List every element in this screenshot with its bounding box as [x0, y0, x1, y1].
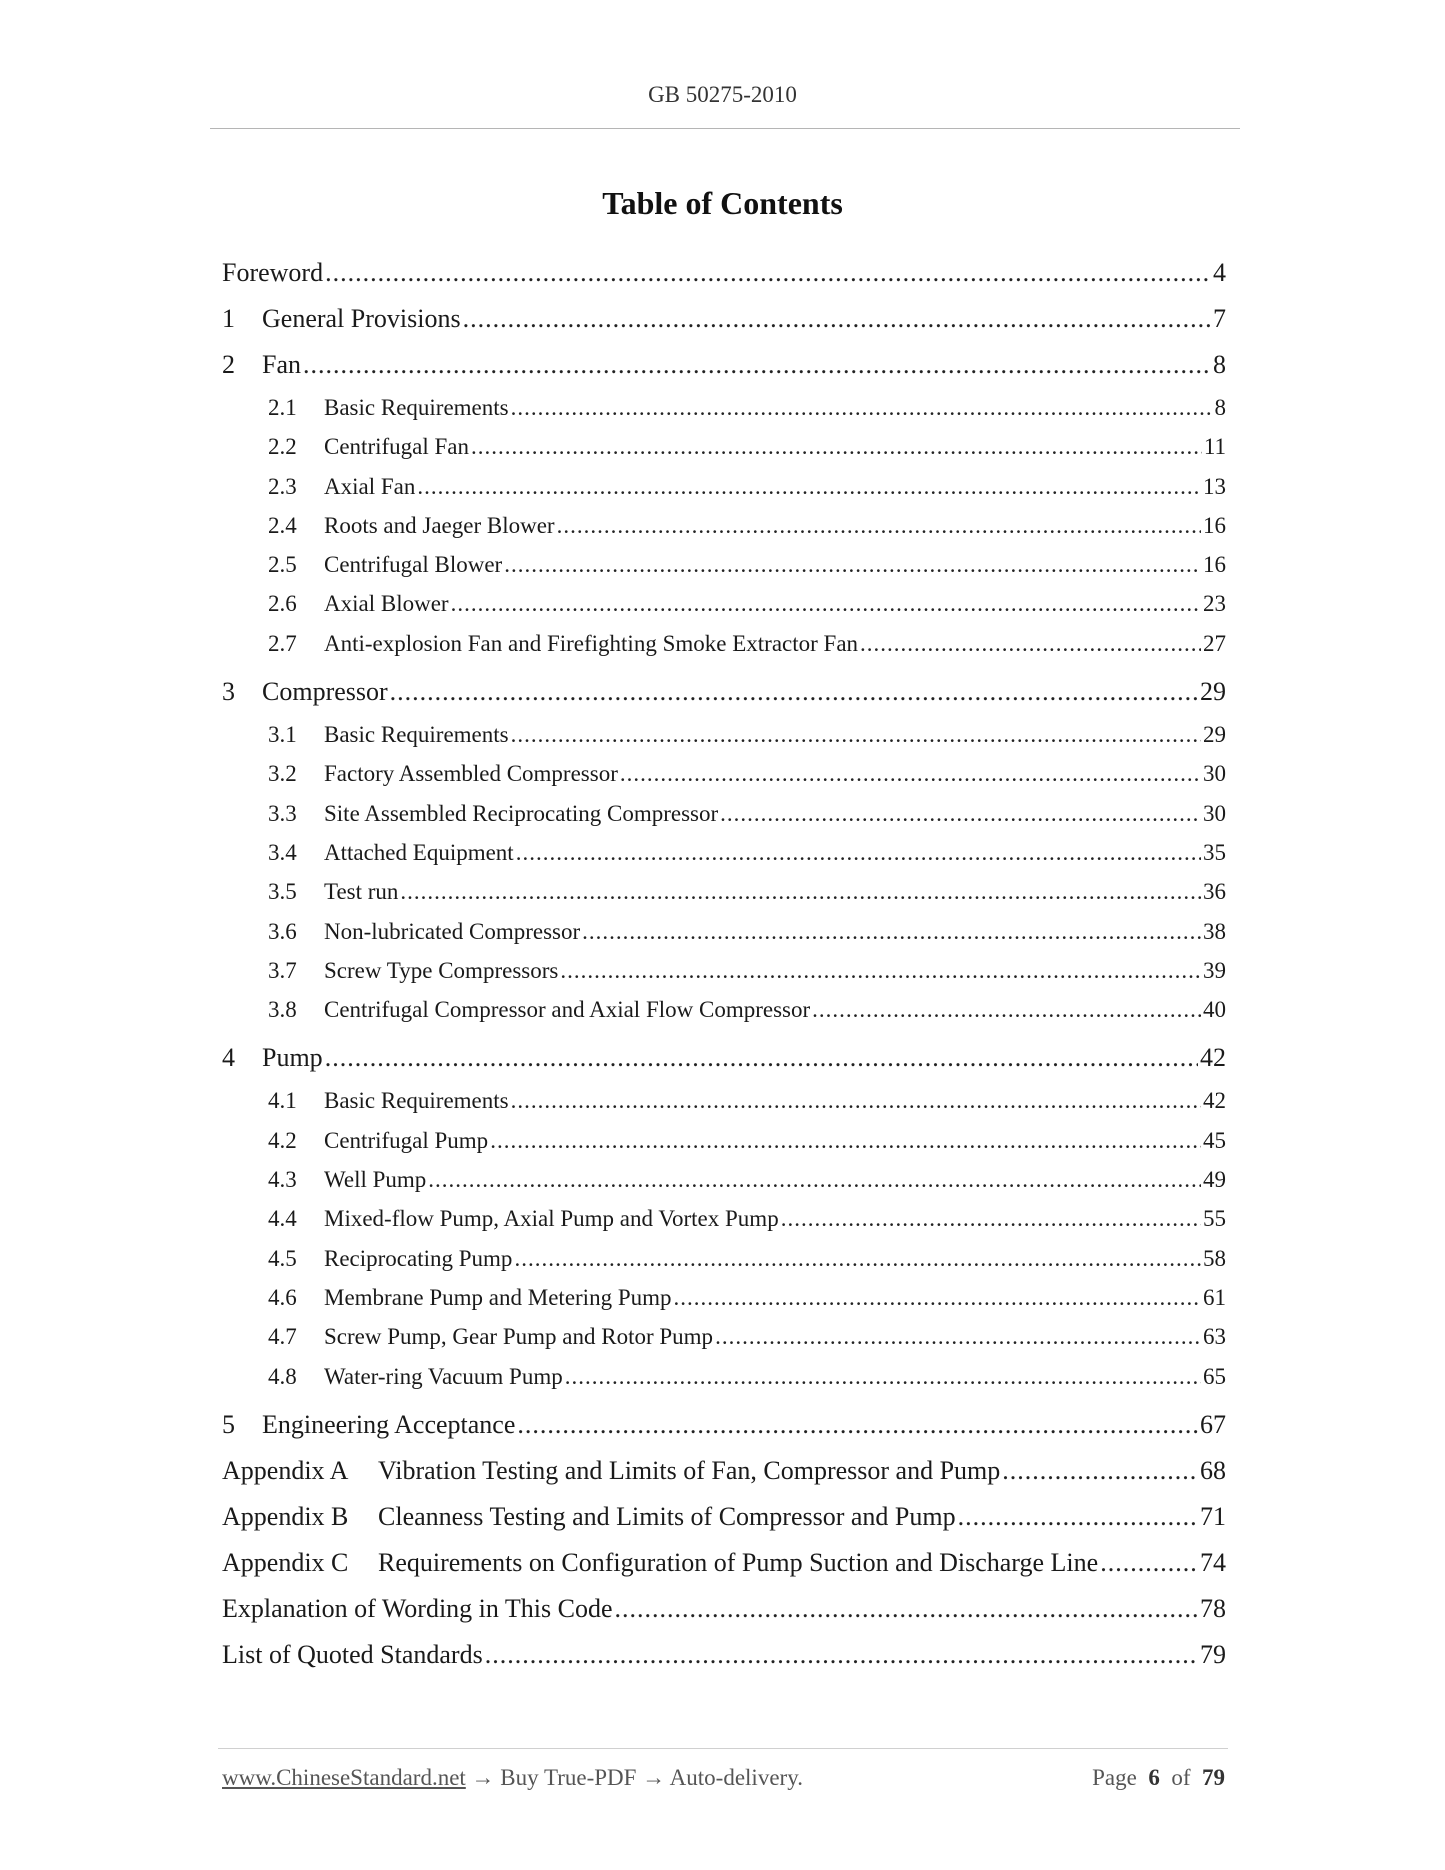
dot-leader — [1100, 1540, 1198, 1586]
toc-entry-number: 3 — [222, 677, 235, 707]
toc-entry-number: 3.1 — [268, 722, 297, 748]
toc-entry-label: Axial Fan — [324, 473, 416, 499]
toc-entry-label: Water-ring Vacuum Pump — [324, 1363, 563, 1389]
toc-entry-page: 23 — [1203, 591, 1226, 617]
toc-entry[interactable] — [222, 912, 1226, 951]
dot-leader — [557, 506, 1201, 545]
header-divider — [210, 128, 1240, 129]
toc-entry-page: 8 — [1213, 350, 1226, 379]
toc-entry-number: 3.4 — [268, 839, 297, 865]
toc-entry[interactable] — [222, 467, 1226, 506]
toc-entry-page: 49 — [1203, 1167, 1226, 1193]
toc-entry-page: 61 — [1203, 1284, 1226, 1310]
buy-pdf-text: Buy True-PDF — [500, 1765, 637, 1790]
toc-entry-label: Screw Type Compressors — [324, 957, 559, 983]
toc-entry-label: Screw Pump, Gear Pump and Rotor Pump — [324, 1324, 714, 1350]
dot-leader — [958, 1494, 1198, 1540]
toc-entry[interactable] — [222, 250, 1226, 296]
toc-entry-number: 5 — [222, 1409, 235, 1439]
dot-leader — [428, 1160, 1201, 1199]
toc-entry-number: 4.6 — [268, 1284, 297, 1310]
toc-entry-label: Reciprocating Pump — [324, 1245, 513, 1271]
footer-divider — [218, 1748, 1228, 1749]
toc-entry[interactable] — [222, 669, 1226, 715]
toc-entry-page: 40 — [1203, 997, 1226, 1023]
toc-entry-page: 42 — [1203, 1088, 1226, 1114]
toc-entry-number: 4 — [222, 1043, 235, 1073]
toc-entry-page: 36 — [1203, 879, 1226, 905]
toc-entry-page: 38 — [1203, 918, 1226, 944]
toc-entry-page: 27 — [1203, 630, 1226, 656]
toc-entry-page: 58 — [1203, 1245, 1226, 1271]
dot-leader — [1002, 1448, 1198, 1494]
toc-entry-page: 11 — [1203, 434, 1226, 460]
toc-entry-label: Non-lubricated Compressor — [324, 918, 581, 944]
toc-entry[interactable] — [222, 342, 1226, 388]
dot-leader — [303, 342, 1211, 388]
toc-entry-label: Membrane Pump and Metering Pump — [324, 1284, 672, 1310]
toc-entry[interactable] — [222, 1494, 1226, 1540]
toc-entry[interactable] — [222, 951, 1226, 990]
toc-entry-page: 39 — [1203, 957, 1226, 983]
toc-entry-number: 2.5 — [268, 552, 297, 578]
toc-entry[interactable] — [222, 1448, 1226, 1494]
dot-leader — [511, 1081, 1201, 1120]
dot-leader — [781, 1199, 1201, 1238]
toc-entry[interactable] — [222, 1632, 1226, 1678]
toc-entry-number: 4.3 — [268, 1167, 297, 1193]
toc-entry[interactable] — [222, 1402, 1226, 1448]
toc-entry[interactable] — [222, 1199, 1226, 1238]
dot-leader — [812, 990, 1201, 1029]
toc-entry-label: Axial Blower — [324, 591, 449, 617]
toc-entry-number: Appendix B — [222, 1501, 349, 1531]
dot-leader — [615, 1586, 1198, 1632]
toc-entry-number: 4.2 — [268, 1127, 297, 1153]
toc-entry[interactable] — [222, 715, 1226, 754]
toc-entry-label: Roots and Jaeger Blower — [324, 512, 555, 538]
toc-entry[interactable] — [222, 296, 1226, 342]
toc-entry-label: Explanation of Wording in This Code — [222, 1593, 613, 1623]
dot-leader — [582, 912, 1201, 951]
toc-entry-number: 1 — [222, 304, 235, 333]
toc-entry[interactable] — [222, 1317, 1226, 1356]
toc-entry[interactable] — [222, 584, 1226, 623]
toc-entry[interactable] — [222, 1278, 1226, 1317]
dot-leader — [485, 1632, 1198, 1678]
toc-entry-label: Centrifugal Blower — [324, 552, 503, 578]
toc-entry-label: Requirements on Configuration of Pump Suction and Discharge Line — [378, 1547, 1099, 1577]
of-word: of — [1171, 1765, 1191, 1790]
toc-entry-label: Basic Requirements — [324, 1088, 509, 1114]
toc-entry-page: 42 — [1200, 1043, 1226, 1073]
toc-entry[interactable] — [222, 388, 1226, 427]
toc-entry-label: General Provisions — [262, 304, 461, 333]
toc-entry[interactable] — [222, 990, 1226, 1029]
toc-entry[interactable] — [222, 1357, 1226, 1396]
toc-entry-page: 78 — [1200, 1593, 1226, 1623]
toc-entry-label: Basic Requirements — [324, 395, 509, 420]
dot-leader — [325, 250, 1211, 296]
toc-entry-number: Appendix A — [222, 1455, 349, 1485]
toc-entry[interactable] — [222, 427, 1226, 466]
toc-entry-page: 16 — [1203, 552, 1226, 578]
toc-entry-number: 4.7 — [268, 1324, 297, 1350]
dot-leader — [860, 624, 1201, 663]
toc-entry-label: List of Quoted Standards — [222, 1639, 483, 1669]
dot-leader — [451, 584, 1201, 623]
site-link[interactable]: www.ChineseStandard.net — [222, 1765, 466, 1790]
toc-entry-page: 74 — [1200, 1547, 1226, 1577]
page-title: Table of Contents — [602, 185, 843, 221]
toc-entry-page: 13 — [1203, 473, 1226, 499]
toc-entry-page: 4 — [1213, 258, 1226, 287]
toc-entry-label: Anti-explosion Fan and Firefighting Smoke Extractor Fan — [324, 630, 859, 656]
toc-entry-page: 67 — [1200, 1409, 1226, 1439]
toc-entry-number: 3.2 — [268, 761, 297, 787]
toc-entry[interactable] — [222, 872, 1226, 911]
toc-entry-page: 63 — [1203, 1324, 1226, 1350]
toc-entry-label: Centrifugal Fan — [324, 434, 469, 460]
dot-leader — [560, 951, 1201, 990]
toc-entry-page: 35 — [1203, 839, 1226, 865]
toc-entry[interactable] — [222, 833, 1226, 872]
dot-leader — [390, 669, 1198, 715]
toc-entry[interactable] — [222, 794, 1226, 833]
dot-leader — [325, 1035, 1198, 1081]
page-word: Page — [1092, 1765, 1137, 1790]
toc-entry-label: Compressor — [262, 677, 388, 707]
toc-entry[interactable] — [222, 754, 1226, 793]
toc-entry[interactable] — [222, 1121, 1226, 1160]
dot-leader — [400, 872, 1201, 911]
document-code: GB 50275-2010 — [648, 82, 797, 107]
dot-leader — [511, 388, 1213, 427]
toc-entry-label: Engineering Acceptance — [262, 1409, 516, 1439]
dot-leader — [517, 1402, 1198, 1448]
toc-entry-number: 3.7 — [268, 957, 297, 983]
toc-entry-number: 4.4 — [268, 1206, 297, 1232]
toc-entry-page: 16 — [1203, 512, 1226, 538]
toc-entry[interactable] — [222, 1540, 1226, 1586]
footer-promo — [222, 1765, 803, 1791]
dot-leader — [490, 1121, 1201, 1160]
toc-entry-number: Appendix C — [222, 1547, 349, 1577]
toc-entry-page: 7 — [1213, 304, 1226, 333]
dot-leader — [511, 715, 1201, 754]
toc-entry-label: Attached Equipment — [324, 839, 514, 865]
toc-entry-label: Foreword — [222, 258, 324, 287]
toc-entry-label: Mixed-flow Pump, Axial Pump and Vortex Pump — [324, 1206, 779, 1232]
current-page-number: 6 — [1148, 1765, 1160, 1790]
toc-entry[interactable] — [222, 1081, 1226, 1120]
dot-leader — [674, 1278, 1201, 1317]
toc-entry-number: 4.8 — [268, 1363, 297, 1389]
toc-entry-number: 2.3 — [268, 473, 297, 499]
toc-entry[interactable] — [222, 1239, 1226, 1278]
toc-entry[interactable] — [222, 1160, 1226, 1199]
toc-entry-page: 45 — [1203, 1127, 1226, 1153]
toc-entry-number: 2.1 — [268, 395, 297, 420]
toc-entry-number: 2 — [222, 350, 235, 379]
toc-entry[interactable] — [222, 506, 1226, 545]
toc-entry-number: 3.5 — [268, 879, 297, 905]
toc-entry-number: 2.4 — [268, 512, 297, 538]
toc-entry-label: Site Assembled Reciprocating Compressor — [324, 800, 719, 826]
toc-entry-number: 3.6 — [268, 918, 297, 944]
toc-entry-number: 4.5 — [268, 1245, 297, 1271]
dot-leader — [471, 427, 1202, 466]
toc-entry-page: 79 — [1200, 1639, 1226, 1669]
toc-entry[interactable] — [222, 545, 1226, 584]
toc-entry-label: Cleanness Testing and Limits of Compressor and Pump — [378, 1501, 956, 1531]
toc-entry-page: 55 — [1203, 1206, 1226, 1232]
total-pages: 79 — [1202, 1765, 1225, 1790]
dot-leader — [504, 545, 1201, 584]
toc-entry[interactable] — [222, 1035, 1226, 1081]
dot-leader — [516, 833, 1201, 872]
toc-entry-number: 2.6 — [268, 591, 297, 617]
toc-entry-page: 8 — [1214, 395, 1226, 420]
toc-entry-label: Factory Assembled Compressor — [324, 761, 618, 787]
dot-leader — [720, 794, 1201, 833]
dot-leader — [417, 467, 1201, 506]
toc-entry-number: 2.2 — [268, 434, 297, 460]
toc-entry-label: Test run — [324, 879, 399, 905]
toc-entry-page: 29 — [1200, 677, 1226, 707]
dot-leader — [514, 1239, 1201, 1278]
toc-entry-number: 3.3 — [268, 800, 297, 826]
toc-entry[interactable] — [222, 1586, 1226, 1632]
toc-entry-label: Vibration Testing and Limits of Fan, Compressor and Pump — [378, 1455, 1001, 1485]
toc-entry-number: 3.8 — [268, 997, 297, 1023]
toc-entry-page: 71 — [1200, 1501, 1226, 1531]
toc-entry-label: Basic Requirements — [324, 722, 509, 748]
dot-leader — [715, 1317, 1201, 1356]
auto-delivery-text: Auto-delivery. — [669, 1765, 803, 1790]
dot-leader — [620, 754, 1201, 793]
toc-entry-label: Fan — [262, 350, 301, 379]
toc-entry-page: 30 — [1203, 800, 1226, 826]
toc-entry-label: Centrifugal Pump — [324, 1127, 489, 1153]
arrow-right-icon: → — [642, 1765, 666, 1790]
toc-entry-page: 68 — [1200, 1455, 1226, 1485]
toc-entry-number: 4.1 — [268, 1088, 297, 1114]
toc-entry[interactable] — [222, 624, 1226, 663]
toc-entry-number: 2.7 — [268, 630, 297, 656]
dot-leader — [565, 1357, 1201, 1396]
toc-list — [222, 250, 1226, 1678]
toc-entry-label: Centrifugal Compressor and Axial Flow Compressor — [324, 997, 811, 1023]
toc-entry-label: Pump — [262, 1043, 323, 1073]
toc-entry-label: Well Pump — [324, 1167, 427, 1193]
page-indicator — [1092, 1765, 1225, 1791]
toc-entry-page: 65 — [1203, 1363, 1226, 1389]
toc-entry-page: 30 — [1203, 761, 1226, 787]
toc-entry-page: 29 — [1203, 722, 1226, 748]
arrow-right-icon: → — [471, 1765, 495, 1790]
dot-leader — [463, 296, 1211, 342]
